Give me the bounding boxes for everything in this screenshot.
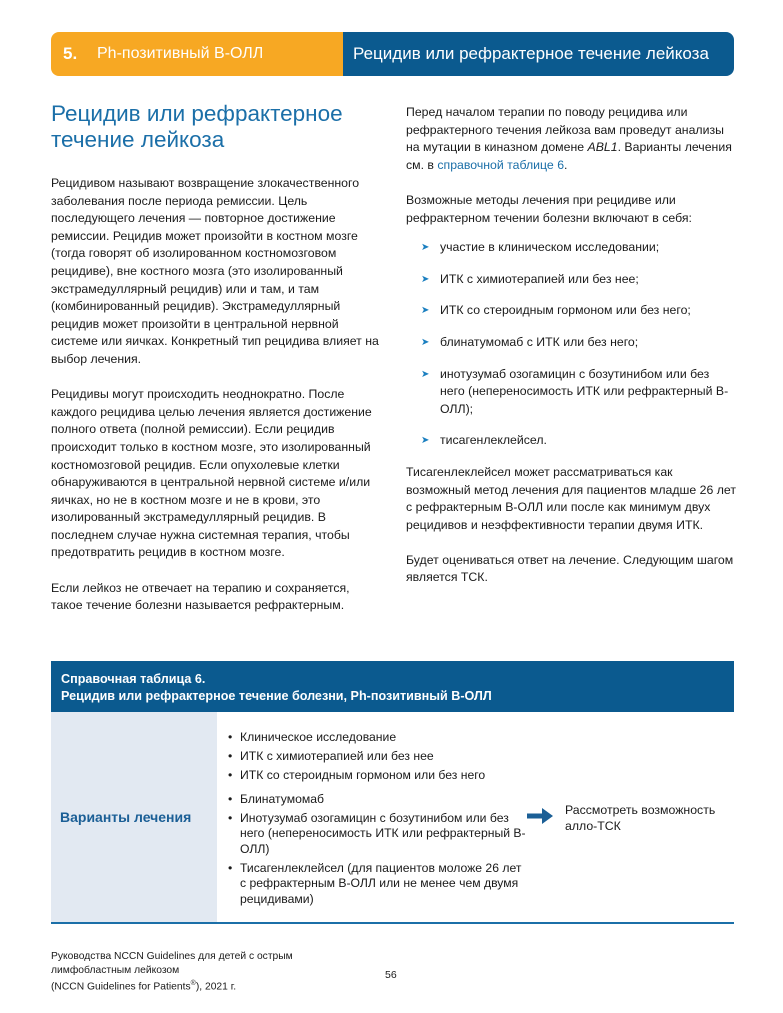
- list-item: [406, 432, 736, 450]
- footer-text: (NCCN Guidelines for Patients: [51, 981, 191, 993]
- page-title: Рецидив или рефрактерное течение лейкоза: [51, 101, 343, 152]
- chevron-right-icon: ➤: [421, 305, 430, 317]
- row-label: Варианты лечения: [51, 712, 217, 922]
- list-item: • Инотузумаб озогамицин с бозутинибом или без него (непереносимость ИТК или рефрактерный В-ОЛЛ): [226, 811, 526, 858]
- paragraph: Рецидивы могут происходить неоднократно. После каждого рецидива целью лечения является достижение полного ответа (полной ремиссии). Если рецидив происходит только в костном мозге, это изолированный костномозговой рецидив. Если опухолевые клетки обнаруживаются в центральной нервной системе и/или яичках, но не в костном мозге и не в крови, это изолированный экстрамедуллярный рецидив. В последнем случае нужна системная терапия, чтобы предотвратить рецидив в костном мозге.: [51, 387, 372, 560]
- section-number: 5.: [63, 44, 78, 63]
- footer-line: [51, 977, 351, 994]
- table-header: [51, 661, 734, 712]
- list-item: [406, 302, 736, 320]
- arrow-right-icon: [527, 808, 553, 824]
- gene-name: ABL1: [587, 140, 618, 155]
- section-tab: [51, 32, 343, 76]
- reference-table: [51, 661, 734, 924]
- intro-text: .: [564, 157, 568, 172]
- chevron-right-icon: ➤: [421, 336, 430, 348]
- intro-text: . Варианты лечения см. в: [406, 140, 732, 172]
- methods-intro: Возможные методы лечения при рецидиве или рефрактерном течении болезни включают в себя:: [406, 192, 692, 225]
- options-group: [226, 730, 526, 784]
- list-item: • Клиническое исследование: [226, 730, 526, 746]
- right-column: [406, 104, 736, 587]
- list-item: [406, 366, 736, 419]
- list-item: [406, 239, 736, 257]
- table-reference-link[interactable]: справочной таблице 6: [437, 157, 565, 172]
- recommendation: Рассмотреть возможность алло-ТСК: [565, 803, 716, 833]
- treatment-options: [226, 730, 526, 911]
- methods-list: [406, 239, 736, 450]
- chevron-right-icon: ➤: [421, 368, 430, 380]
- paragraph: Рецидивом называют возвращение злокачественного заболевания после периода ремиссии. Цель последующего лечения — повторное достижение ремиссии. Рецидив может произойти в костном мозге (тогда говорят об изолированном костномозговом рецидиве), вне костного мозга (это изолированный экстрамедуллярный рецидив) или и там, и там (комбинированный рецидив). Экстрамедуллярный рецидив может произойти в центральной нервной системе или яичках. Конкретный тип рецидива влияет на выбор лечения.: [51, 176, 379, 366]
- table-subtitle: Рецидив или рефрактерное течение болезни, Ph-позитивный В-ОЛЛ: [61, 689, 492, 703]
- intro-text: Перед началом терапии по поводу рецидива или рефрактерного течения лейкоза вам проведут анализы на мутации в киназном домене: [406, 105, 724, 155]
- options-group: [226, 792, 526, 908]
- list-item: • Блинатумомаб: [226, 792, 526, 808]
- left-column: [51, 175, 381, 615]
- footer: [51, 950, 351, 994]
- footer-line: лимфобластным лейкозом: [51, 964, 180, 976]
- tisagen-paragraph: Тисагенлеклейсел может рассматриваться как возможный метод лечения для пациентов младше 26 лет с рефрактерным В-ОЛЛ или после как минимум двух рецидивов и неэффективности терапии двумя ИТК.: [406, 464, 736, 532]
- table-body: [51, 712, 734, 924]
- list-item: [406, 334, 736, 352]
- registered-mark: ®: [190, 980, 196, 987]
- intro-paragraph: [406, 104, 736, 174]
- list-item-text: ИТК с химиотерапией или без нее;: [440, 271, 639, 286]
- chevron-right-icon: ➤: [421, 273, 430, 285]
- list-item: • ИТК с химиотерапией или без нее: [226, 749, 526, 765]
- chevron-right-icon: ➤: [421, 435, 430, 447]
- list-item: • Тисагенлеклейсел (для пациентов моложе 26 лет с рефрактерным В-ОЛЛ или не менее чем двумя рецидивами): [226, 861, 526, 908]
- list-item-text: участие в клиническом исследовании;: [440, 240, 660, 255]
- page-topic: Рецидив или рефрактерное течение лейкоза: [343, 32, 734, 76]
- section-title: Ph-позитивный В-ОЛЛ: [97, 45, 264, 62]
- list-item: [406, 271, 736, 289]
- list-item-text: блинатумомаб с ИТК или без него;: [440, 334, 639, 349]
- chevron-right-icon: ➤: [421, 242, 430, 254]
- list-item-text: тисагенлеклейсел.: [440, 433, 547, 448]
- page-number: 56: [385, 969, 397, 981]
- list-item: • ИТК со стероидным гормоном или без него: [226, 768, 526, 784]
- table-title: Справочная таблица 6.: [61, 672, 206, 686]
- footer-text: ), 2021 г.: [195, 981, 237, 993]
- list-item-text: инотузумаб озогамицин с бозутинибом или без него (непереносимость ИТК или рефрактерный В-ОЛЛ);: [440, 366, 729, 416]
- footer-line: Руководства NCCN Guidelines для детей с острым: [51, 951, 293, 962]
- section-header: [51, 32, 734, 76]
- response-paragraph: Будет оцениваться ответ на лечение. Следующим шагом является ТСК.: [406, 552, 734, 585]
- list-item-text: ИТК со стероидным гормоном или без него;: [440, 303, 691, 318]
- paragraph: Если лейкоз не отвечает на терапию и сохраняется, такое течение болезни называется рефрактерным.: [51, 580, 350, 613]
